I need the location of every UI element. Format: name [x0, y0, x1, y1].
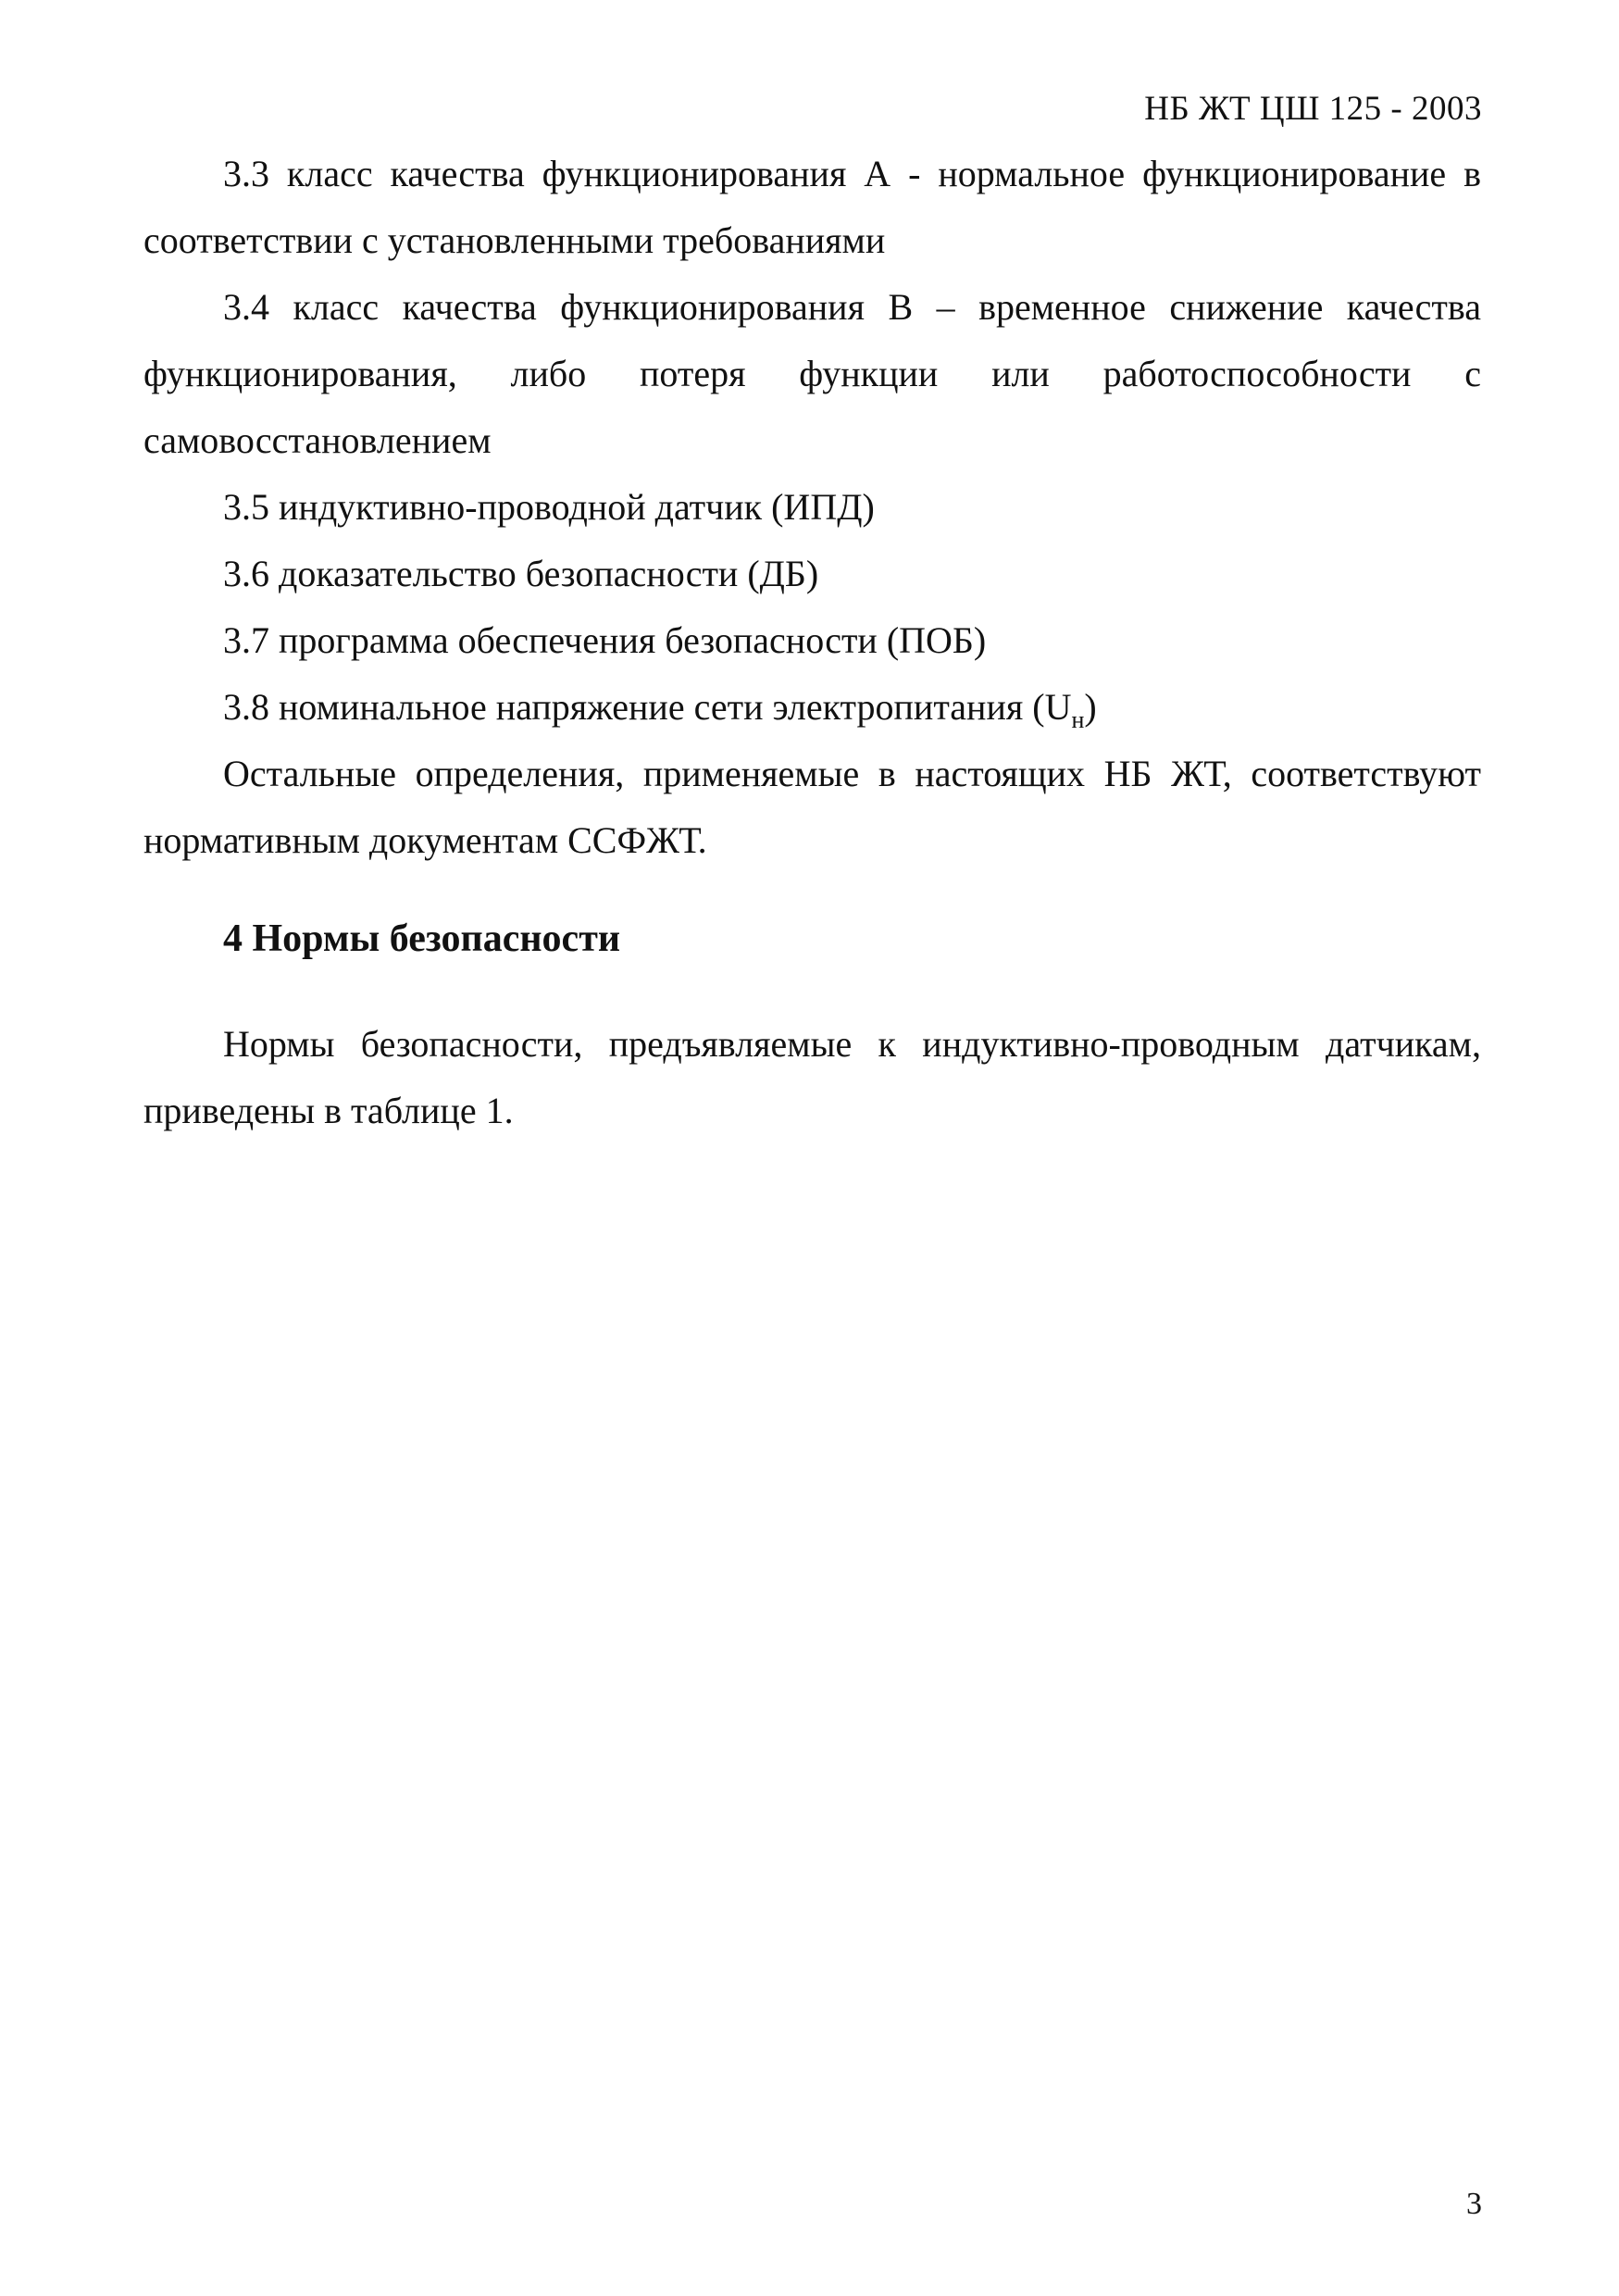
section-4-heading: 4 Нормы безопасности — [223, 917, 621, 960]
definition-3-8-text: 3.8 номинальное напряжение сети электропитания (U — [223, 686, 1072, 728]
definition-3-6: 3.6 доказательство безопасности (ДБ) — [223, 553, 819, 594]
definition-3-7: 3.7 программа обеспечения безопасности (ПОБ) — [223, 619, 987, 661]
definition-3-8-subscript: н — [1071, 706, 1085, 733]
definition-3-8 — [143, 674, 1481, 741]
document-code: НБ ЖТ ЦШ 125 - 2003 — [1144, 90, 1482, 128]
definition-3-4: 3.4 класс качества функционирования В – временное снижение качества функционирования, либо потеря функции или работоспособности с самовосстановлением — [143, 286, 1481, 461]
page-content — [143, 141, 1481, 1144]
other-definitions-paragraph: Остальные определения, применяемые в настоящих НБ ЖТ, соответствуют нормативным документам ССФЖТ. — [143, 753, 1481, 861]
section-4-body: Нормы безопасности, предъявляемые к индуктивно-проводным датчикам, приведены в таблице 1. — [143, 1023, 1481, 1131]
definition-3-3: 3.3 класс качества функционирования А - нормальное функционирование в соответствии с установленными требованиями — [143, 153, 1481, 261]
definition-3-5: 3.5 индуктивно-проводной датчик (ИПД) — [223, 486, 875, 528]
page-number: 3 — [1466, 2187, 1482, 2221]
definition-3-8-close: ) — [1084, 686, 1097, 728]
